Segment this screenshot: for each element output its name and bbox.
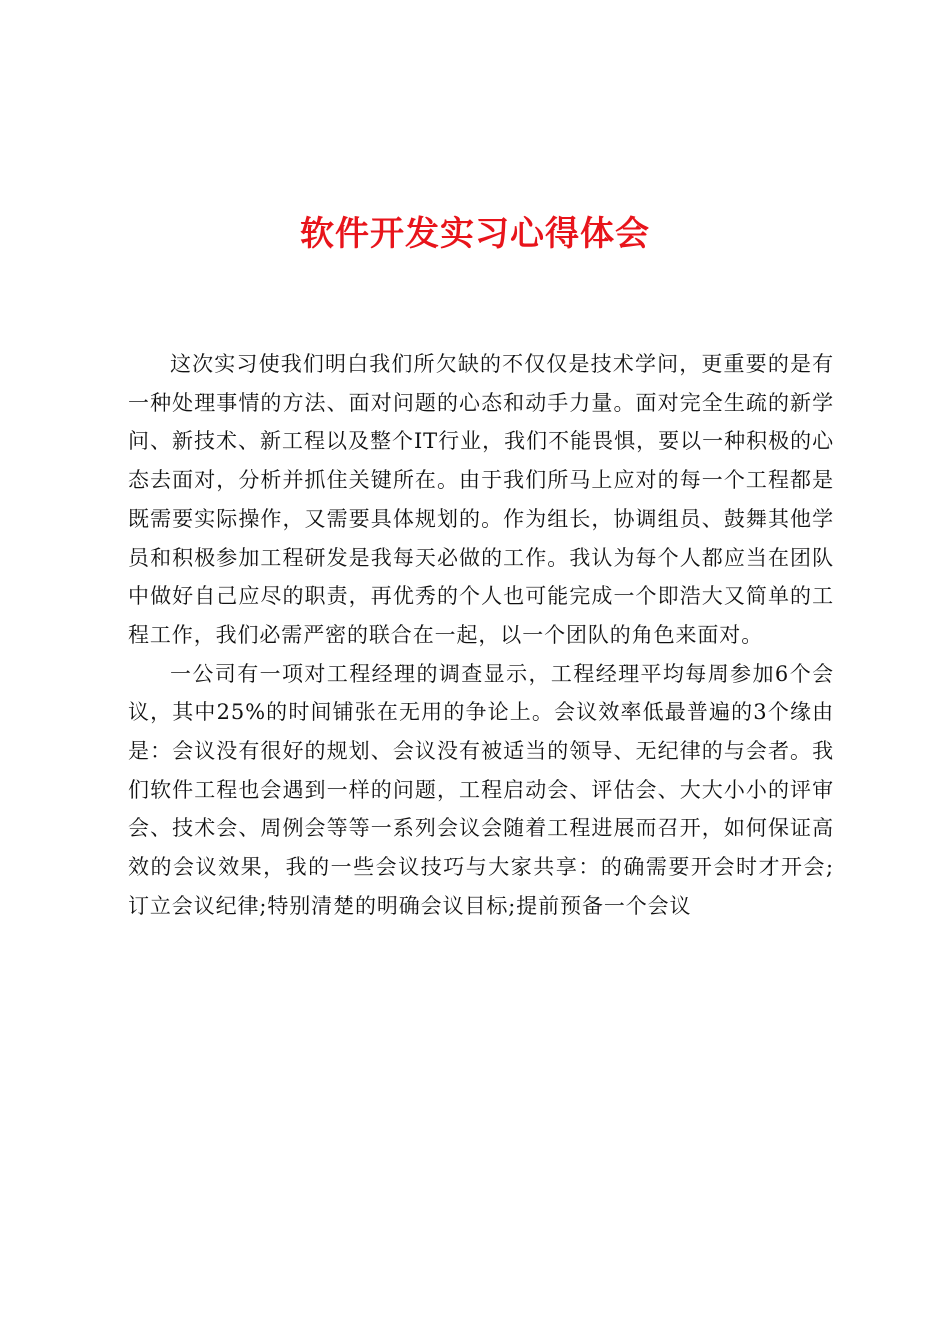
paragraph: 这次实习使我们明白我们所欠缺的不仅仅是技术学问，更重要的是有一种处理事情的方法、面对问题的心态和动手力量。面对完全生疏的新学问、新技术、新工程以及整个IT行业，我们不能畏惧，要以一种积极的心态去面对，分析并抓住关键所在。由于我们所马上应对的每一个工程都是既需要实际操作，又需要具体规划的。作为组长，协调组员、鼓舞其他学员和积极参加工程研发是我每天必做的工作。我认为每个人都应当在团队中做好自己应尽的职责，再优秀的个人也可能完成一个即浩大又简单的工程工作，我们必需严密的联合在一起，以一个团队的角色来面对。 xyxy=(128,352,834,647)
document-title: 软件开发实习心得体会 xyxy=(300,214,650,254)
document-body xyxy=(128,345,834,926)
paragraph: 一公司有一项对工程经理的调查显示，工程经理平均每周参加6个会议，其中25%的时间铺张在无用的争论上。会议效率低最普遍的3个缘由是：会议没有很好的规划、会议没有被适当的领导、无纪律的与会者。我们软件工程也会遇到一样的问题，工程启动会、评估会、大大小小的评审会、技术会、周例会等等一系列会议会随着工程进展而召开，如何保证高效的会议效果，我的一些会议技巧与大家共享：的确需要开会时才开会;订立会议纪律;特别清楚的明确会议目标;提前预备一个会议 xyxy=(128,661,834,918)
